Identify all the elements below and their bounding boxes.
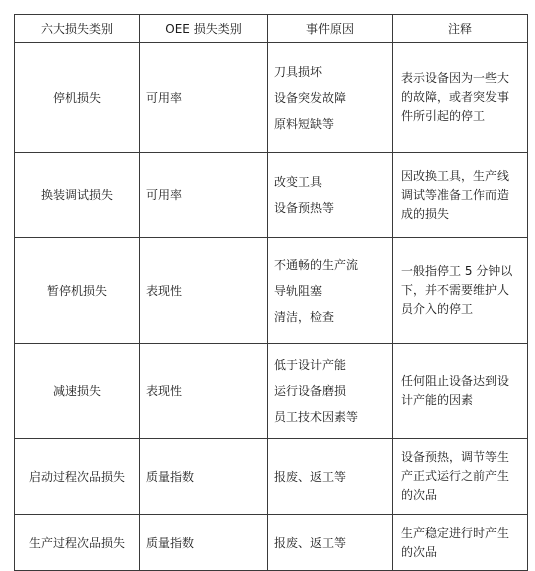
cause-item: 导轨阻塞 [274, 283, 323, 298]
header-notes: 注释 [393, 15, 528, 43]
note-cell: 任何阻止设备达到设计产能的因素 [393, 344, 528, 439]
cause-item: 不通畅的生产流 [274, 257, 359, 272]
note-cell: 因改换工具，生产线调试等准备工作而造成的损失 [393, 153, 528, 238]
header-six-losses: 六大损失类别 [15, 15, 140, 43]
causes-cell [268, 153, 393, 238]
causes-cell [268, 238, 393, 344]
loss-category-cell: 停机损失 [15, 43, 140, 153]
oee-metric-cell: 表现性 [140, 344, 268, 439]
cause-item: 设备预热等 [274, 201, 335, 215]
cause-item: 运行设备磨损 [274, 384, 347, 398]
cause-item: 改变工具 [274, 175, 323, 189]
header-causes: 事件原因 [268, 15, 393, 43]
table-row [15, 344, 528, 439]
causes-cell [268, 43, 393, 153]
cause-item: 报废、返工等 [274, 469, 347, 484]
loss-category-cell: 生产过程次品损失 [15, 515, 140, 571]
causes-cell [268, 344, 393, 439]
cause-item: 清洁，检查 [274, 309, 335, 324]
table-row [15, 238, 528, 344]
oee-loss-table-container [14, 14, 527, 571]
loss-category-cell: 暂停机损失 [15, 238, 140, 344]
table-row [15, 153, 528, 238]
note-cell: 一般指停工 5 分钟以下，并不需要维护人员介入的停工 [393, 238, 528, 344]
cause-item: 员工技术因素等 [274, 410, 359, 424]
note-cell: 生产稳定进行时产生的次品 [393, 515, 528, 571]
oee-metric-cell: 质量指数 [140, 515, 268, 571]
cause-item: 设备突发故障 [274, 90, 347, 105]
table-row [15, 43, 528, 153]
note-cell: 设备预热，调节等生产正式运行之前产生的次品 [393, 439, 528, 515]
causes-cell [268, 515, 393, 571]
oee-loss-table [14, 14, 528, 571]
oee-metric-cell: 表现性 [140, 238, 268, 344]
cause-item: 报废、返工等 [274, 535, 347, 550]
causes-cell [268, 439, 393, 515]
cause-item: 刀具损坏 [274, 64, 323, 79]
table-row [15, 439, 528, 515]
oee-metric-cell: 可用率 [140, 43, 268, 153]
table-row [15, 515, 528, 571]
loss-category-cell: 换装调试损失 [15, 153, 140, 238]
loss-category-cell: 启动过程次品损失 [15, 439, 140, 515]
header-row [15, 15, 528, 43]
oee-metric-cell: 可用率 [140, 153, 268, 238]
cause-item: 原料短缺等 [274, 116, 335, 131]
note-cell: 表示设备因为一些大的故障，或者突发事件所引起的停工 [393, 43, 528, 153]
header-oee-category: OEE 损失类别 [140, 15, 268, 43]
cause-item: 低于设计产能 [274, 358, 347, 372]
oee-metric-cell: 质量指数 [140, 439, 268, 515]
loss-category-cell: 减速损失 [15, 344, 140, 439]
